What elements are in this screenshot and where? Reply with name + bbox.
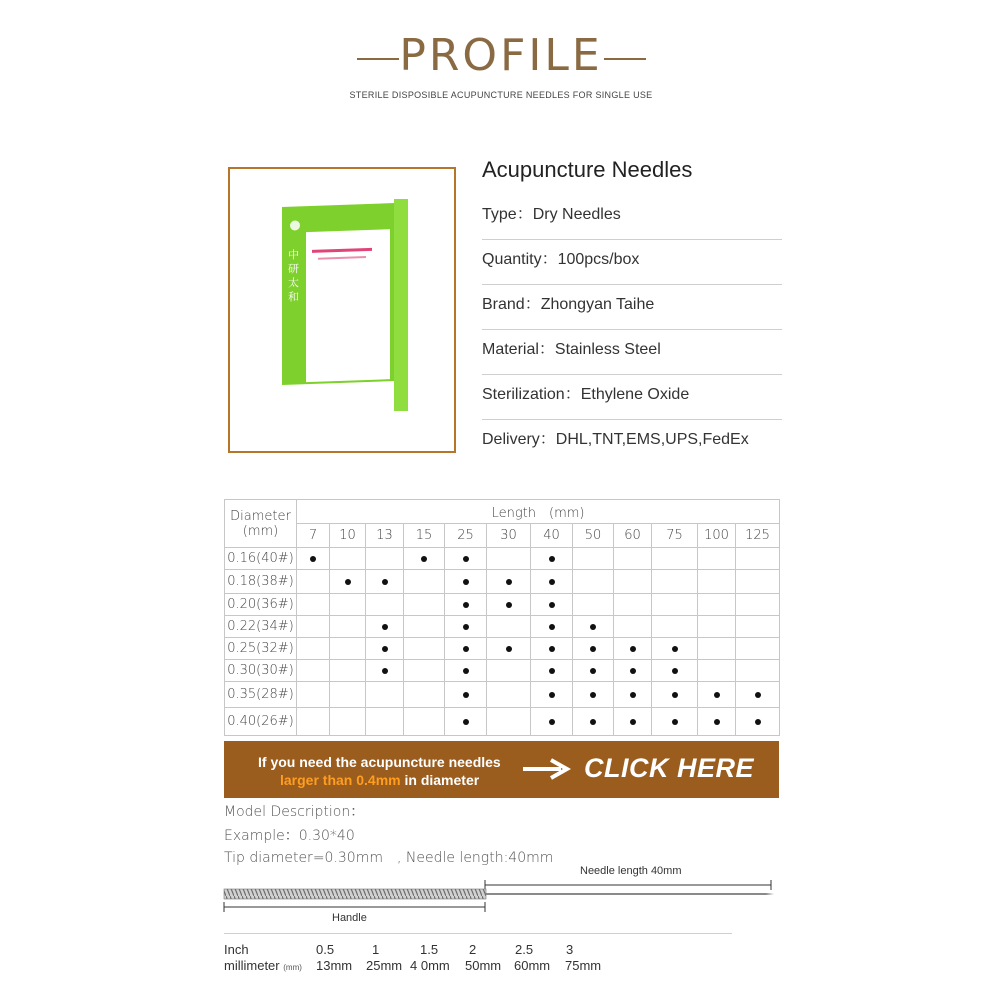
diameter-cell: 0.20(36#) — [225, 594, 297, 616]
availability-cell — [330, 616, 366, 638]
length-header-cell: 13 — [366, 524, 404, 548]
availability-cell — [330, 708, 366, 736]
table-row — [225, 682, 780, 708]
diameter-cell: 0.16(40#) — [225, 548, 297, 570]
availability-cell — [404, 616, 445, 638]
availability-cell — [366, 594, 404, 616]
diameter-cell: 0.18(38#) — [225, 570, 297, 594]
millimeter-value: 75mm — [565, 958, 602, 973]
availability-cell — [445, 660, 487, 682]
product-image-frame — [228, 167, 456, 453]
availability-cell — [573, 660, 614, 682]
availability-cell — [330, 570, 366, 594]
info-type: Type：Dry Needles — [482, 195, 782, 240]
product-name: Acupuncture Needles — [482, 157, 693, 182]
available-dot — [506, 602, 512, 608]
model-example: Example：0.30*40 — [224, 828, 355, 844]
available-dot — [672, 692, 678, 698]
availability-cell — [366, 548, 404, 570]
info-sterilization: Sterilization：Ethylene Oxide — [482, 375, 782, 420]
availability-cell — [614, 682, 652, 708]
availability-cell — [614, 708, 652, 736]
length-header-cell: 30 — [487, 524, 531, 548]
available-dot — [310, 556, 316, 562]
availability-cell — [445, 638, 487, 660]
length-header-cell: 7 — [297, 524, 330, 548]
spec-table-wrap — [224, 499, 779, 736]
available-dot — [672, 646, 678, 652]
table-row — [225, 660, 780, 682]
available-dot — [382, 579, 388, 585]
info-quantity: Quantity：100pcs/box — [482, 240, 782, 285]
availability-cell — [736, 570, 780, 594]
availability-cell — [614, 638, 652, 660]
length-header: Length (mm) — [297, 500, 780, 524]
info-delivery: Delivery：DHL,TNT,EMS,UPS,FedEx — [482, 431, 749, 448]
availability-cell — [698, 708, 736, 736]
availability-cell — [487, 570, 531, 594]
availability-cell — [573, 638, 614, 660]
availability-cell — [404, 660, 445, 682]
available-dot — [549, 668, 555, 674]
available-dot — [382, 624, 388, 630]
availability-cell — [736, 660, 780, 682]
available-dot — [463, 602, 469, 608]
availability-cell — [297, 638, 330, 660]
availability-cell — [297, 594, 330, 616]
table-row — [225, 616, 780, 638]
availability-cell — [531, 548, 573, 570]
model-detail: Tip diameter=0.30mm , Needle length:40mm — [224, 850, 554, 866]
available-dot — [382, 668, 388, 674]
availability-cell — [698, 616, 736, 638]
available-dot — [382, 646, 388, 652]
available-dot — [345, 579, 351, 585]
box-brand-text: 中研太和 — [288, 248, 299, 304]
available-dot — [549, 646, 555, 652]
millimeter-value: 25mm — [366, 958, 403, 973]
available-dot — [672, 668, 678, 674]
availability-cell — [445, 708, 487, 736]
available-dot — [630, 719, 636, 725]
diameter-header — [225, 500, 297, 548]
available-dot — [549, 579, 555, 585]
available-dot — [549, 692, 555, 698]
availability-cell — [487, 708, 531, 736]
availability-cell — [573, 548, 614, 570]
available-dot — [549, 719, 555, 725]
available-dot — [549, 624, 555, 630]
availability-cell — [652, 594, 698, 616]
availability-cell — [487, 638, 531, 660]
millimeter-label — [224, 958, 302, 973]
box-label-stripe — [312, 248, 372, 253]
inch-value: 0.5 — [316, 942, 335, 957]
available-dot — [506, 579, 512, 585]
diameter-cell: 0.25(32#) — [225, 638, 297, 660]
model-description-heading: Model Description： — [224, 804, 365, 820]
availability-cell — [736, 708, 780, 736]
availability-cell — [652, 638, 698, 660]
length-header-cell: 15 — [404, 524, 445, 548]
box-front — [282, 203, 394, 415]
availability-cell — [404, 708, 445, 736]
availability-cell — [330, 638, 366, 660]
availability-cell — [487, 616, 531, 638]
millimeter-value: 50mm — [465, 958, 502, 973]
available-dot — [463, 719, 469, 725]
box-logo-icon — [290, 220, 300, 230]
availability-cell — [652, 548, 698, 570]
needle-diagram — [218, 876, 778, 916]
box-side — [394, 199, 408, 411]
availability-cell — [330, 660, 366, 682]
inch-value: 2.5 — [515, 942, 534, 957]
handle-label: Handle — [332, 912, 367, 924]
availability-cell — [736, 594, 780, 616]
availability-cell — [614, 594, 652, 616]
availability-cell — [531, 616, 573, 638]
available-dot — [590, 646, 596, 652]
length-header-cell: 10 — [330, 524, 366, 548]
available-dot — [463, 556, 469, 562]
available-dot — [630, 692, 636, 698]
availability-cell — [487, 682, 531, 708]
box-window — [306, 229, 390, 382]
inch-label: Inch — [224, 942, 249, 957]
available-dot — [506, 646, 512, 652]
available-dot — [590, 692, 596, 698]
title-line-right — [604, 58, 646, 60]
availability-cell — [698, 548, 736, 570]
diameter-label: Diameter — [230, 508, 291, 524]
availability-cell — [366, 682, 404, 708]
available-dot — [463, 668, 469, 674]
length-header-cell: 40 — [531, 524, 573, 548]
available-dot — [463, 646, 469, 652]
availability-cell — [445, 594, 487, 616]
availability-cell — [487, 660, 531, 682]
availability-cell — [531, 594, 573, 616]
availability-cell — [297, 548, 330, 570]
table-row — [225, 570, 780, 594]
availability-cell — [652, 616, 698, 638]
availability-cell — [445, 682, 487, 708]
available-dot — [421, 556, 427, 562]
availability-cell — [573, 594, 614, 616]
availability-cell — [404, 570, 445, 594]
available-dot — [463, 579, 469, 585]
info-material: Material：Stainless Steel — [482, 330, 782, 375]
availability-cell — [404, 594, 445, 616]
length-header-cell: 50 — [573, 524, 614, 548]
inch-value: 2 — [469, 942, 477, 957]
available-dot — [590, 624, 596, 630]
available-dot — [714, 692, 720, 698]
table-row — [225, 708, 780, 736]
available-dot — [463, 624, 469, 630]
inch-value: 3 — [566, 942, 574, 957]
availability-cell — [445, 616, 487, 638]
availability-cell — [297, 570, 330, 594]
availability-cell — [614, 548, 652, 570]
availability-cell — [652, 682, 698, 708]
arrow-right-icon — [521, 757, 571, 781]
availability-cell — [573, 570, 614, 594]
availability-cell — [404, 638, 445, 660]
availability-cell — [573, 616, 614, 638]
inch-value: 1 — [372, 942, 380, 957]
available-dot — [630, 646, 636, 652]
availability-cell — [445, 570, 487, 594]
box-label-stripe-2 — [318, 256, 366, 260]
diameter-cell: 0.22(34#) — [225, 616, 297, 638]
availability-cell — [736, 548, 780, 570]
available-dot — [549, 602, 555, 608]
availability-cell — [698, 682, 736, 708]
millimeter-text: millimeter — [224, 958, 280, 973]
availability-cell — [330, 548, 366, 570]
availability-cell — [531, 708, 573, 736]
millimeter-value: 13mm — [316, 958, 353, 973]
diameter-unit: (mm) — [242, 523, 279, 539]
inch-value: 1.5 — [420, 942, 439, 957]
diameter-cell: 0.40(26#) — [225, 708, 297, 736]
millimeter-value: 4 0mm — [410, 958, 450, 973]
availability-cell — [366, 660, 404, 682]
available-dot — [714, 719, 720, 725]
length-header-cell: 125 — [736, 524, 780, 548]
diameter-cell: 0.30(30#) — [225, 660, 297, 682]
availability-cell — [297, 708, 330, 736]
millimeter-unit: (mm) — [283, 963, 302, 972]
table-row — [225, 594, 780, 616]
millimeter-value: 60mm — [514, 958, 551, 973]
availability-cell — [297, 660, 330, 682]
availability-cell — [614, 660, 652, 682]
availability-cell — [698, 660, 736, 682]
needle-box-image — [282, 197, 404, 419]
availability-cell — [698, 570, 736, 594]
availability-cell — [366, 638, 404, 660]
needle-length-label: Needle length 40mm — [580, 865, 682, 877]
availability-cell — [652, 708, 698, 736]
page-subtitle: STERILE DISPOSIBLE ACUPUNCTURE NEEDLES FOR SINGLE USE — [349, 90, 653, 100]
availability-cell — [366, 616, 404, 638]
availability-cell — [736, 682, 780, 708]
larger-needles-banner[interactable] — [224, 741, 779, 798]
available-dot — [590, 668, 596, 674]
availability-cell — [698, 638, 736, 660]
availability-cell — [330, 594, 366, 616]
available-dot — [463, 692, 469, 698]
banner-line-2 — [280, 772, 479, 788]
table-row — [225, 548, 780, 570]
availability-cell — [445, 548, 487, 570]
available-dot — [630, 668, 636, 674]
available-dot — [755, 719, 761, 725]
availability-cell — [531, 660, 573, 682]
availability-cell — [614, 616, 652, 638]
length-header-cell: 100 — [698, 524, 736, 548]
availability-cell — [366, 708, 404, 736]
available-dot — [549, 556, 555, 562]
availability-cell — [404, 548, 445, 570]
availability-cell — [366, 570, 404, 594]
availability-cell — [404, 682, 445, 708]
availability-cell — [487, 548, 531, 570]
available-dot — [672, 719, 678, 725]
availability-cell — [297, 682, 330, 708]
length-header-cell: 25 — [445, 524, 487, 548]
length-header-cell: 60 — [614, 524, 652, 548]
banner-line-1: If you need the acupuncture needles — [258, 754, 501, 770]
availability-cell — [573, 682, 614, 708]
info-brand: Brand：Zhongyan Taihe — [482, 285, 782, 330]
availability-cell — [614, 570, 652, 594]
banner-line-2-rest: in diameter — [400, 772, 480, 788]
availability-cell — [698, 594, 736, 616]
availability-cell — [330, 682, 366, 708]
availability-cell — [531, 570, 573, 594]
available-dot — [590, 719, 596, 725]
click-here-button[interactable]: CLICK HERE — [584, 753, 755, 783]
availability-cell — [531, 638, 573, 660]
availability-cell — [652, 570, 698, 594]
banner-highlight: larger than 0.4mm — [280, 772, 401, 788]
length-header-cell: 75 — [652, 524, 698, 548]
scale-divider — [224, 933, 732, 934]
availability-cell — [652, 660, 698, 682]
availability-cell — [573, 708, 614, 736]
availability-cell — [736, 616, 780, 638]
availability-cell — [487, 594, 531, 616]
box-bottom-label — [282, 381, 394, 419]
diameter-cell: 0.35(28#) — [225, 682, 297, 708]
availability-cell — [736, 638, 780, 660]
table-row — [225, 638, 780, 660]
page-title: PROFILE — [399, 30, 603, 81]
spec-table — [224, 499, 780, 736]
availability-cell — [297, 616, 330, 638]
available-dot — [755, 692, 761, 698]
availability-cell — [531, 682, 573, 708]
